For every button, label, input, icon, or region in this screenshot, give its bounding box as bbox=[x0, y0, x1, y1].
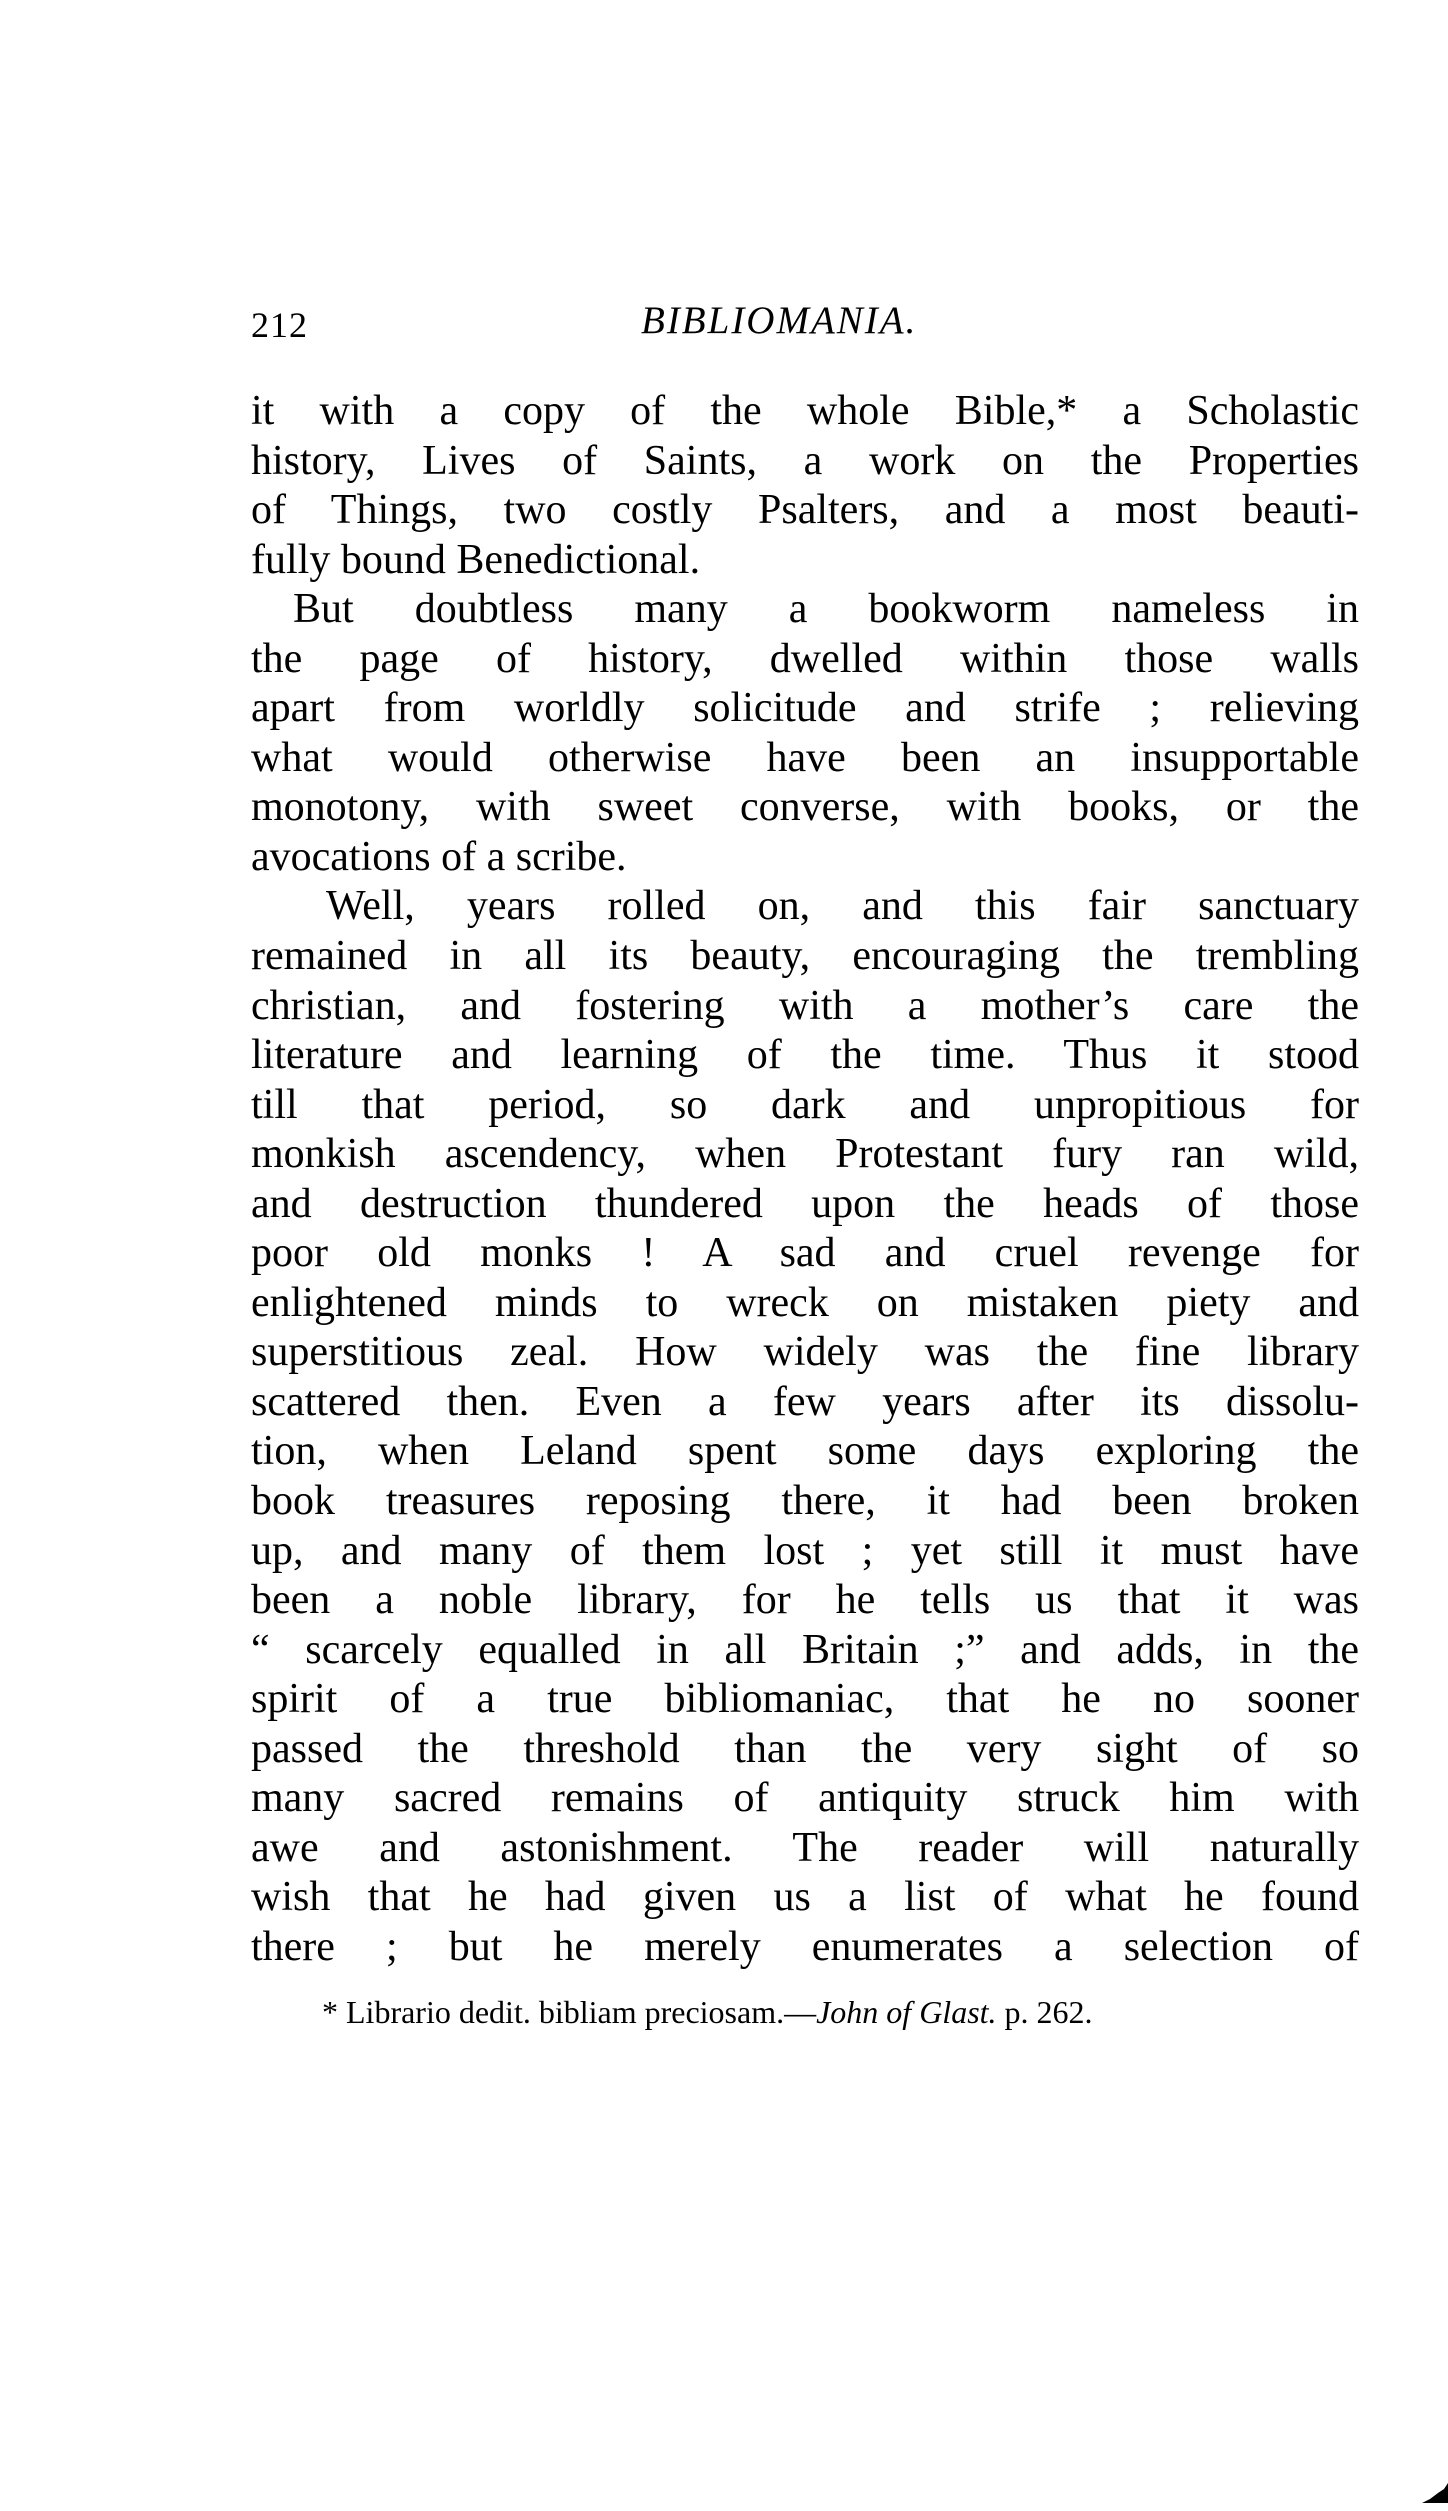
footnote bbox=[322, 1992, 1093, 2032]
text-line: avocations of a scribe. bbox=[251, 833, 627, 880]
text-line: poor old monks ! A sad and cruel revenge for bbox=[251, 1230, 1359, 1277]
text-line: Well, years rolled on, and this fair sanctuary bbox=[326, 883, 1359, 930]
text-line: remained in all its beauty, encouraging the trembling bbox=[251, 933, 1359, 980]
text-line: it with a copy of the whole Bible,* a Scholastic bbox=[251, 388, 1359, 434]
text-line: till that period, so dark and unpropitious for bbox=[251, 1081, 1359, 1128]
text-line: literature and learning of the time. Thus it stood bbox=[251, 1032, 1359, 1079]
paragraph-continuation bbox=[251, 387, 1359, 585]
text-line: monkish ascendency, when Protestant fury ran wild, bbox=[251, 1131, 1359, 1178]
text-line: superstitious zeal. How widely was the fine library bbox=[251, 1329, 1359, 1376]
text-line: tion, when Leland spent some days exploring the bbox=[251, 1428, 1359, 1475]
footnote-source: John of Glast. bbox=[816, 1994, 997, 2030]
text-line: But doubtless many a bookworm nameless in bbox=[293, 586, 1359, 633]
running-title: BIBLIOMANIA. bbox=[641, 299, 918, 342]
text-line: many sacred remains of antiquity struck him with bbox=[251, 1775, 1359, 1822]
footnote-marker: * bbox=[322, 1994, 338, 2030]
scan-artifact-mark bbox=[1422, 2479, 1448, 2503]
body-text bbox=[251, 387, 1359, 1973]
text-line: apart from worldly solicitude and strife ; relieving bbox=[251, 685, 1359, 732]
paragraph-sanctuary bbox=[251, 882, 1359, 1972]
text-line: the page of history, dwelled within those walls bbox=[251, 635, 1359, 682]
text-line: scattered then. Even a few years after its dissolu- bbox=[251, 1378, 1359, 1425]
running-head bbox=[251, 298, 1359, 348]
text-line: up, and many of them lost ; yet still it must have bbox=[251, 1527, 1359, 1574]
text-line: christian, and fostering with a mother’s care the bbox=[251, 982, 1359, 1029]
text-line: enlightened minds to wreck on mistaken piety and bbox=[251, 1279, 1359, 1326]
paragraph-bookworm bbox=[251, 585, 1359, 882]
text-line: monotony, with sweet converse, with books, or the bbox=[251, 784, 1359, 831]
text-line: of Things, two costly Psalters, and a most beauti- bbox=[251, 487, 1359, 534]
page-number: 212 bbox=[251, 305, 308, 345]
text-line: passed the threshold than the very sight of so bbox=[251, 1725, 1359, 1772]
text-line: fully bound Benedictional. bbox=[251, 536, 701, 583]
text-line: spirit of a true bibliomaniac, that he no sooner bbox=[251, 1676, 1359, 1723]
footnote-page-ref: p. 262. bbox=[996, 1994, 1093, 2030]
text-line: there ; but he merely enumerates a selection of bbox=[251, 1923, 1359, 1970]
footnote-text: Librario dedit. bibliam preciosam.— bbox=[338, 1994, 817, 2030]
text-line: what would otherwise have been an insupportable bbox=[251, 734, 1359, 781]
text-line: book treasures reposing there, it had been broken bbox=[251, 1478, 1359, 1525]
text-line: history, Lives of Saints, a work on the Properties bbox=[251, 437, 1359, 484]
text-line: awe and astonishment. The reader will naturally bbox=[251, 1824, 1359, 1871]
text-line: and destruction thundered upon the heads of those bbox=[251, 1180, 1359, 1227]
text-line: “ scarcely equalled in all Britain ;” and adds, in the bbox=[251, 1626, 1359, 1673]
text-line: wish that he had given us a list of what he found bbox=[251, 1874, 1359, 1921]
text-line: been a noble library, for he tells us that it was bbox=[251, 1577, 1359, 1624]
